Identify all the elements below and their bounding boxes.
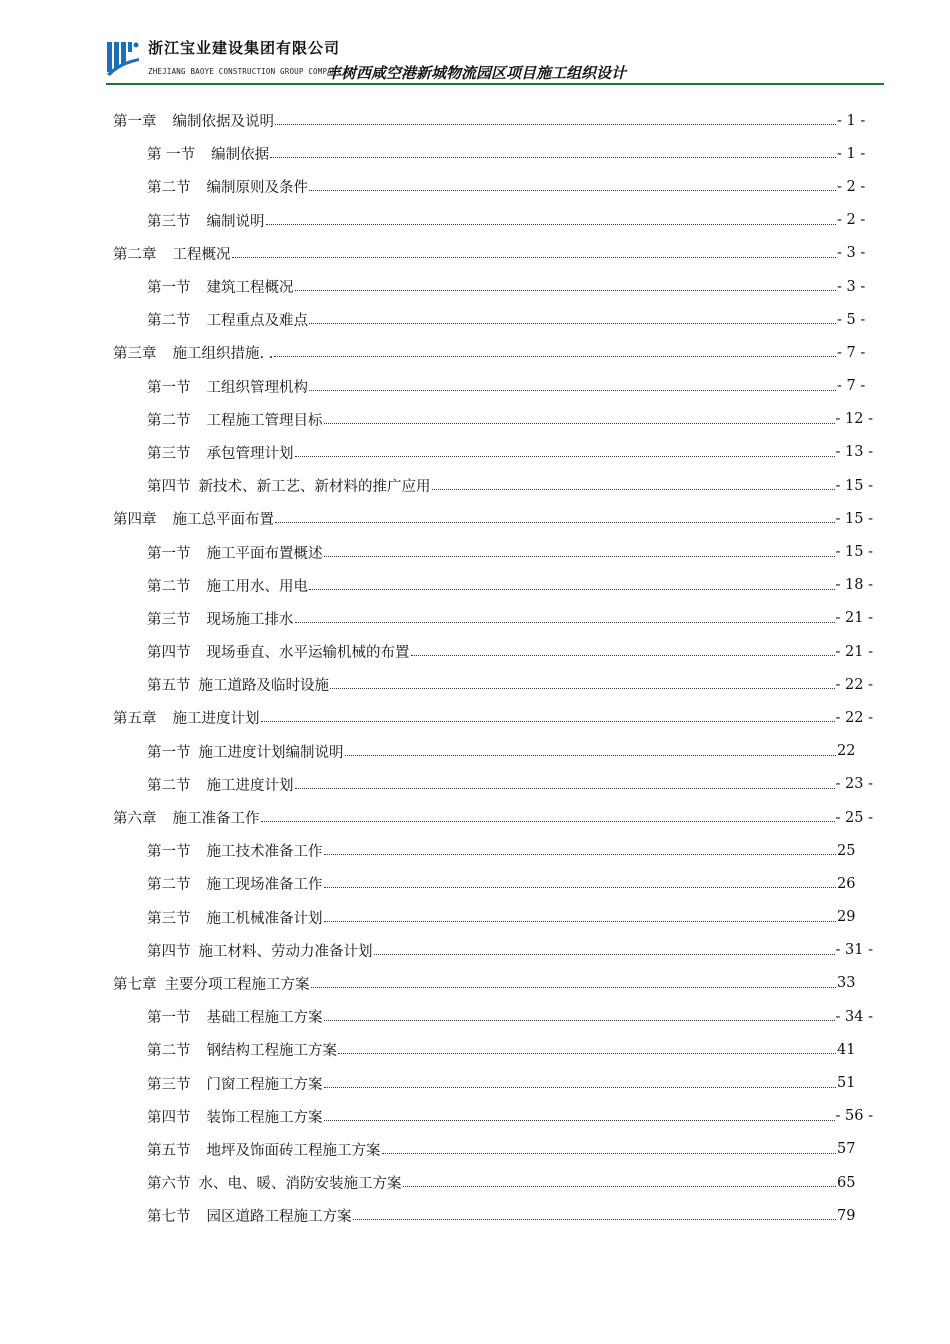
toc-dot-leader xyxy=(261,807,835,822)
toc-dot-leader xyxy=(324,409,835,424)
toc-entry-number: 第六节 xyxy=(147,1176,191,1193)
toc-entry-title: 施工技术准备工作 xyxy=(206,844,323,861)
toc-page-number: - 3 - xyxy=(837,245,866,262)
toc-page-number: - 2 - xyxy=(837,212,866,229)
toc-page-number: 41 xyxy=(837,1041,856,1058)
toc-entry-number: 第二节 xyxy=(147,412,191,429)
toc-section-entry[interactable] xyxy=(113,1100,873,1133)
toc-entry-title: 施工材料、劳动力准备计划 xyxy=(198,943,373,960)
toc-entry-number: 第五节 xyxy=(147,678,191,695)
toc-entry-number: 第五节 xyxy=(147,1142,191,1159)
toc-entry-title: 施工平面布置概述 xyxy=(206,545,323,562)
toc-entry-title: 主要分项工程施工方案 xyxy=(164,976,310,993)
toc-entry-number: 第二节 xyxy=(147,1043,191,1060)
toc-section-entry[interactable] xyxy=(113,469,873,502)
toc-entry-number: 第一章 xyxy=(113,114,157,131)
toc-dot-leader xyxy=(295,276,837,291)
toc-entry-title: 编制原则及条件 xyxy=(206,180,308,197)
toc-chapter-entry[interactable] xyxy=(113,104,873,137)
toc-entry-number: 第二章 xyxy=(113,246,157,263)
toc-dot-leader xyxy=(403,1172,837,1187)
toc-section-entry[interactable] xyxy=(113,1166,873,1199)
toc-section-entry[interactable] xyxy=(113,270,873,303)
toc-section-entry[interactable] xyxy=(113,403,873,436)
toc-section-entry[interactable] xyxy=(113,834,873,867)
toc-dot-leader xyxy=(295,774,835,789)
toc-entry-title: 施工进度计划编制说明 xyxy=(198,744,344,761)
toc-section-entry[interactable] xyxy=(113,170,873,203)
toc-entry-number: 第七节 xyxy=(147,1209,191,1226)
toc-dot-leader xyxy=(261,707,835,722)
toc-entry-title: 钢结构工程施工方案 xyxy=(206,1043,337,1060)
toc-page-number: - 22 - xyxy=(835,709,873,726)
toc-entry-number: 第三节 xyxy=(147,611,191,628)
toc-page-number: - 21 - xyxy=(835,610,873,627)
toc-section-entry[interactable] xyxy=(113,735,873,768)
toc-dot-leader xyxy=(270,143,836,158)
toc-dot-leader xyxy=(324,907,837,922)
toc-entry-number: 第一节 xyxy=(147,280,191,297)
toc-page-number: 25 xyxy=(837,842,856,859)
toc-dot-leader xyxy=(382,1139,837,1154)
toc-page-number: - 15 - xyxy=(835,477,873,494)
toc-page-number: - 15 - xyxy=(835,544,873,561)
toc-page-number: 33 xyxy=(837,975,856,992)
toc-dot-leader xyxy=(275,110,836,125)
toc-entry-title: 地坪及饰面砖工程施工方案 xyxy=(206,1142,381,1159)
toc-entry-number: 第四节 xyxy=(147,645,191,662)
toc-section-entry[interactable] xyxy=(113,901,873,934)
toc-dot-leader xyxy=(295,442,835,457)
toc-section-entry[interactable] xyxy=(113,569,873,602)
toc-entry-title: 工程施工管理目标 xyxy=(206,412,323,429)
toc-dot-leader xyxy=(324,1106,835,1121)
toc-entry-title: 工组织管理机构 xyxy=(206,379,308,396)
toc-section-entry[interactable] xyxy=(113,1033,873,1066)
toc-entry-number: 第一节 xyxy=(147,379,191,396)
toc-chapter-entry[interactable] xyxy=(113,801,873,834)
toc-entry-title: 园区道路工程施工方案 xyxy=(206,1209,352,1226)
toc-entry-title: 编制依据及说明 xyxy=(172,114,274,131)
toc-dot-leader xyxy=(324,1006,835,1021)
toc-dot-leader xyxy=(274,342,836,357)
toc-dot-leader xyxy=(309,309,836,324)
toc-entry-number: 第三节 xyxy=(147,213,191,230)
toc-page-number: - 13 - xyxy=(835,444,873,461)
toc-entry-title: 施工进度计划 xyxy=(206,777,294,794)
toc-dot-leader xyxy=(353,1205,837,1220)
toc-section-entry[interactable] xyxy=(113,1000,873,1033)
baoye-logo-icon xyxy=(106,40,140,78)
toc-page-number: 51 xyxy=(837,1075,856,1092)
toc-section-entry[interactable] xyxy=(113,668,873,701)
toc-entry-number: 第三节 xyxy=(147,910,191,927)
toc-dot-leader xyxy=(345,741,837,756)
toc-entry-title: 施工进度计划 xyxy=(172,711,260,728)
toc-entry-number: 第四节 xyxy=(147,1109,191,1126)
toc-dot-leader xyxy=(324,873,837,888)
toc-entry-number: 第二节 xyxy=(147,777,191,794)
toc-entry-number: 第四节 xyxy=(147,943,191,960)
toc-entry-title: 工程概况 xyxy=(172,246,231,263)
toc-dot-leader xyxy=(432,475,835,490)
toc-dot-leader xyxy=(338,1039,836,1054)
toc-dot-leader xyxy=(309,575,835,590)
toc-section-entry[interactable] xyxy=(113,370,873,403)
toc-entry-title: 施工用水、用电 xyxy=(206,578,308,595)
toc-page-number: 26 xyxy=(837,875,856,892)
toc-dot-leader xyxy=(275,508,835,523)
toc-section-entry[interactable] xyxy=(113,1199,873,1232)
toc-dot-leader xyxy=(311,973,837,988)
company-name-en: ZHEJIANG BAOYE CONSTRUCTION GROUP COMPANY xyxy=(148,67,342,76)
toc-page-number: - 7 - xyxy=(837,378,866,395)
toc-entry-title: 编制说明 xyxy=(206,213,265,230)
toc-entry-title: 门窗工程施工方案 xyxy=(206,1076,323,1093)
header-divider xyxy=(106,83,884,85)
toc-page-number: - 23 - xyxy=(835,776,873,793)
toc-chapter-entry[interactable] xyxy=(113,502,873,535)
toc-dot-leader xyxy=(266,210,837,225)
toc-entry-number: 第一节 xyxy=(147,545,191,562)
toc-page-number: - 1 - xyxy=(837,112,866,129)
toc-section-entry[interactable] xyxy=(113,934,873,967)
toc-page-number: - 7 - xyxy=(837,344,866,361)
toc-entry-title: 装饰工程施工方案 xyxy=(206,1109,323,1126)
toc-dot-leader xyxy=(309,176,836,191)
toc-page-number: - 22 - xyxy=(835,676,873,693)
toc-entry-number: 第二节 xyxy=(147,877,191,894)
toc-dot-leader xyxy=(295,608,835,623)
toc-page-number: - 1 - xyxy=(837,145,866,162)
toc-page-number: - 34 - xyxy=(835,1008,873,1025)
toc-page-number: - 56 - xyxy=(835,1108,873,1125)
toc-chapter-entry[interactable] xyxy=(113,967,873,1000)
toc-section-entry[interactable] xyxy=(113,602,873,635)
toc-entry-title: 承包管理计划 xyxy=(206,445,294,462)
toc-entry-title: 施工现场准备工作 xyxy=(206,877,323,894)
toc-entry-title: 基础工程施工方案 xyxy=(206,1010,323,1027)
toc-entry-number: 第一节 xyxy=(147,744,191,761)
toc-section-entry[interactable] xyxy=(113,1133,873,1166)
toc-entry-title: 新技术、新工艺、新材料的推广应用 xyxy=(198,479,431,496)
toc-page-number: 79 xyxy=(837,1207,856,1224)
toc-page-number: 22 xyxy=(837,743,856,760)
toc-page-number: - 3 - xyxy=(837,278,866,295)
toc-entry-title: 水、电、暖、消防安装施工方案 xyxy=(198,1176,402,1193)
toc-chapter-entry[interactable] xyxy=(113,237,873,270)
toc-entry-number: 第三节 xyxy=(147,445,191,462)
toc-section-entry[interactable] xyxy=(113,204,873,237)
toc-entry-number: 第二节 xyxy=(147,578,191,595)
toc-section-entry[interactable] xyxy=(113,1066,873,1099)
company-name-cn: 浙江宝业建设集团有限公司 xyxy=(148,39,341,57)
toc-entry-title: 现场垂直、水平运输机械的布置 xyxy=(206,645,410,662)
toc-entry-number: 第六章 xyxy=(113,811,157,828)
toc-entry-title: 工程重点及难点 xyxy=(206,313,308,330)
table-of-contents xyxy=(113,104,873,1232)
toc-entry-number: 第三节 xyxy=(147,1076,191,1093)
toc-section-entry[interactable] xyxy=(113,768,873,801)
toc-page-number: - 2 - xyxy=(837,178,866,195)
toc-entry-number: 第一节 xyxy=(147,1010,191,1027)
toc-section-entry[interactable] xyxy=(113,137,873,170)
toc-dot-leader xyxy=(374,940,835,955)
toc-entry-title: 施工机械准备计划 xyxy=(206,910,323,927)
toc-entry-number: 第 一节 xyxy=(147,147,196,164)
toc-entry-number: 第二节 xyxy=(147,180,191,197)
toc-entry-number: 第四章 xyxy=(113,512,157,529)
toc-page-number: 57 xyxy=(837,1141,856,1158)
toc-entry-number: 第三章 xyxy=(113,346,157,363)
toc-entry-title: 施工准备工作 xyxy=(172,811,260,828)
toc-entry-number: 第一节 xyxy=(147,844,191,861)
toc-section-entry[interactable] xyxy=(113,436,873,469)
toc-dot-leader xyxy=(232,243,837,258)
toc-entry-title: 施工总平面布置 xyxy=(172,512,274,529)
toc-dot-leader xyxy=(324,840,837,855)
toc-section-entry[interactable] xyxy=(113,303,873,336)
toc-page-number: - 31 - xyxy=(835,942,873,959)
toc-dot-leader xyxy=(324,1073,837,1088)
toc-entry-number: 第二节 xyxy=(147,313,191,330)
toc-page-number: - 25 - xyxy=(835,809,873,826)
toc-entry-title: 编制依据 xyxy=(211,147,270,164)
toc-page-number: 65 xyxy=(837,1174,856,1191)
toc-entry-number: 第五章 xyxy=(113,711,157,728)
page-header xyxy=(106,36,886,88)
toc-page-number: - 21 - xyxy=(835,643,873,660)
toc-entry-number: 第七章 xyxy=(113,976,157,993)
toc-dot-leader xyxy=(330,674,835,689)
toc-entry-title: 建筑工程概况 xyxy=(206,280,294,297)
toc-page-number: - 18 - xyxy=(835,577,873,594)
toc-section-entry[interactable] xyxy=(113,535,873,568)
toc-dot-leader xyxy=(309,376,836,391)
toc-dot-leader xyxy=(411,641,835,656)
toc-entry-title: 施工组织措施. . xyxy=(172,346,274,363)
toc-page-number: - 12 - xyxy=(835,411,873,428)
project-title: 丰树西咸空港新城物流园区项目施工组织设计 xyxy=(326,64,627,82)
toc-chapter-entry[interactable] xyxy=(113,336,873,369)
toc-page-number: - 5 - xyxy=(837,311,866,328)
toc-page-number: - 15 - xyxy=(835,510,873,527)
toc-entry-number: 第四节 xyxy=(147,479,191,496)
toc-chapter-entry[interactable] xyxy=(113,701,873,734)
toc-dot-leader xyxy=(324,542,835,557)
toc-entry-title: 施工道路及临时设施 xyxy=(198,678,329,695)
toc-section-entry[interactable] xyxy=(113,867,873,900)
toc-entry-title: 现场施工排水 xyxy=(206,611,294,628)
toc-section-entry[interactable] xyxy=(113,635,873,668)
toc-page-number: 29 xyxy=(837,909,856,926)
